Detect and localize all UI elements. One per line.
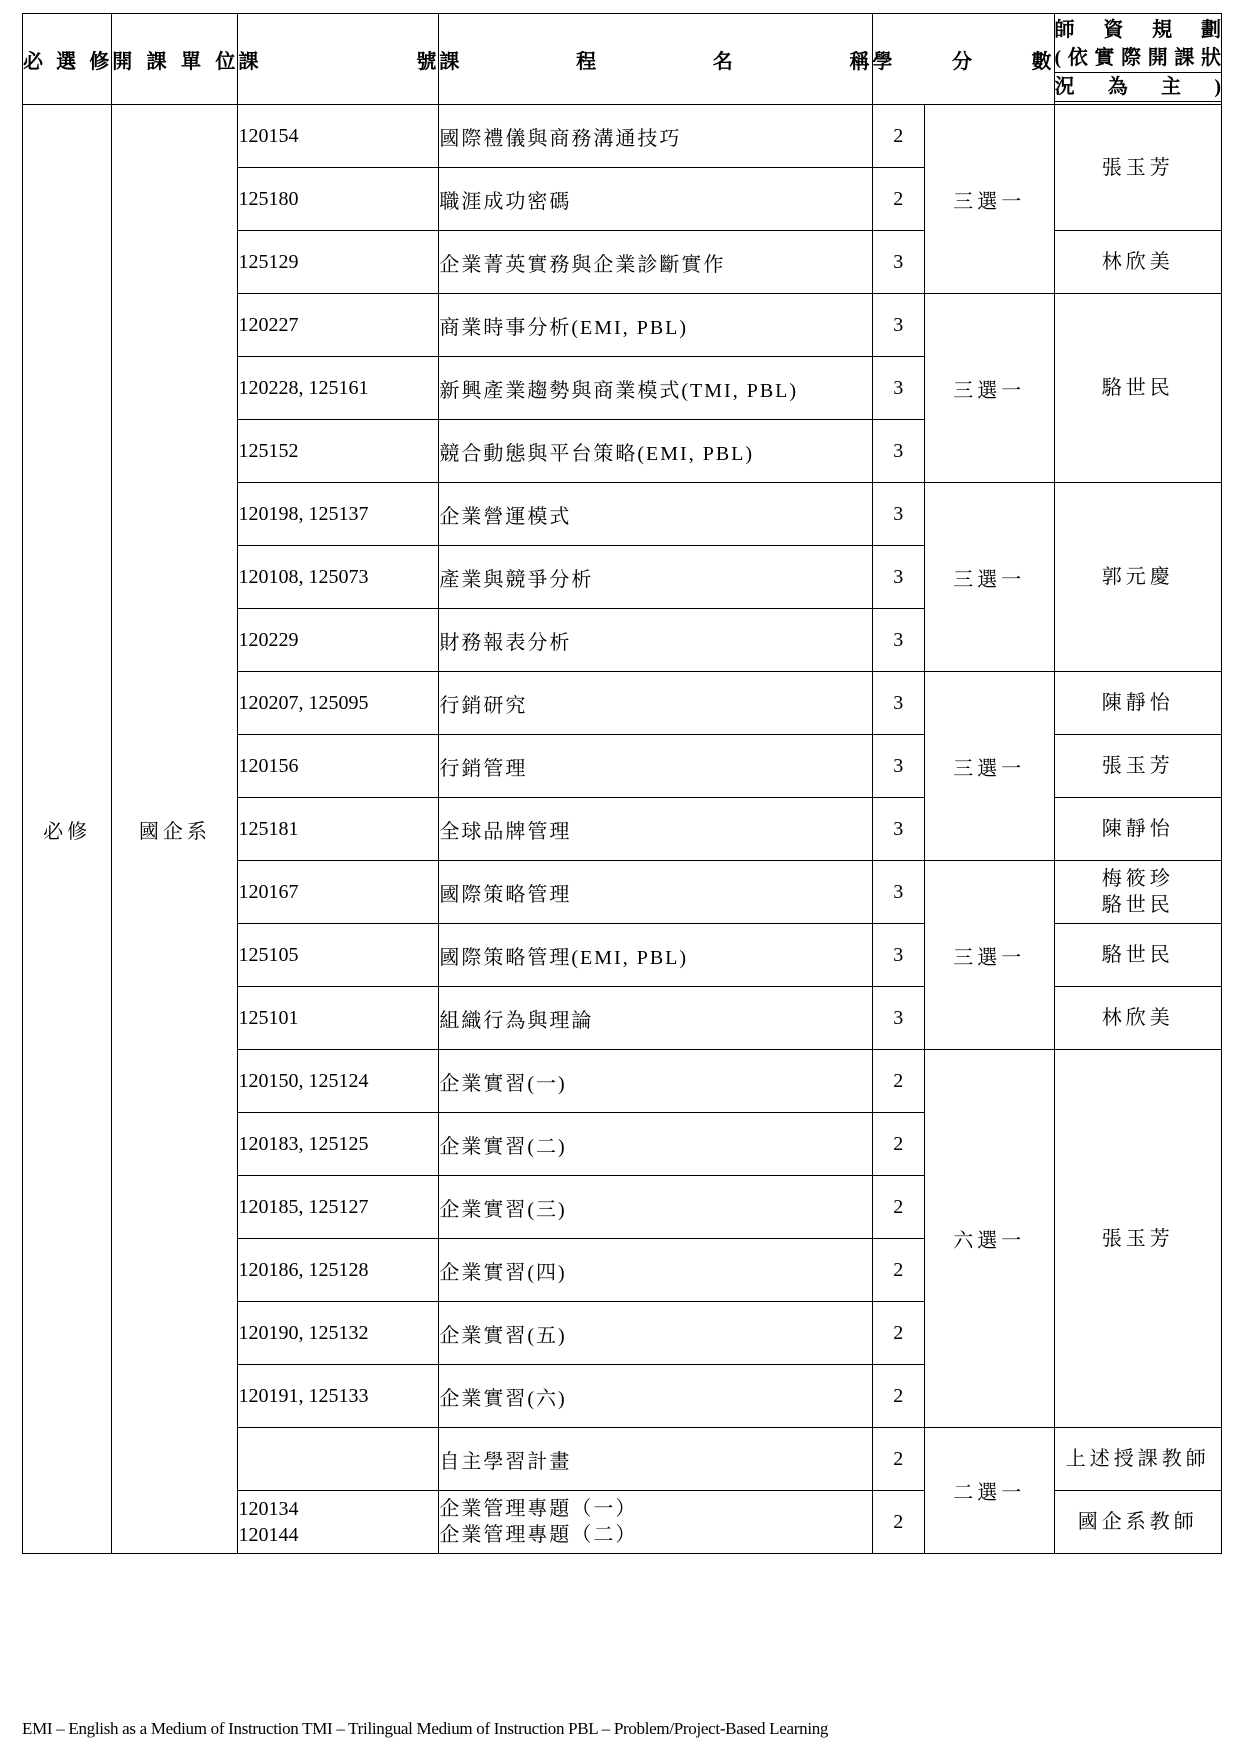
course-code: 125181 — [238, 798, 439, 861]
course-credits: 3 — [872, 672, 924, 735]
header-teacher-plan-line3: 況 為 主 ) — [1055, 73, 1222, 102]
course-code: 120227 — [238, 294, 439, 357]
course-name: 行銷研究 — [439, 672, 872, 735]
course-code: 120108, 125073 — [238, 546, 439, 609]
course-credits: 2 — [872, 1113, 924, 1176]
course-credits: 3 — [872, 357, 924, 420]
teacher-cell: 上述授課教師 — [1054, 1428, 1222, 1491]
course-credits: 2 — [872, 1365, 924, 1428]
elective-group: 三選一 — [925, 672, 1055, 861]
course-credits: 2 — [872, 1239, 924, 1302]
elective-group: 三選一 — [925, 483, 1055, 672]
course-code: 120183, 125125 — [238, 1113, 439, 1176]
course-name: 國際禮儀與商務溝通技巧 — [439, 105, 872, 168]
course-code: 120228, 125161 — [238, 357, 439, 420]
course-code: 120154 — [238, 105, 439, 168]
table-row — [23, 105, 1222, 168]
course-name — [439, 1491, 872, 1554]
course-name: 組織行為與理論 — [439, 987, 872, 1050]
elective-group: 六選一 — [925, 1050, 1055, 1428]
course-credits: 3 — [872, 987, 924, 1050]
course-code: 120167 — [238, 861, 439, 924]
course-credits: 2 — [872, 105, 924, 168]
offering-unit-cell: 國企系 — [112, 105, 238, 1554]
course-name: 企業實習(四) — [439, 1239, 872, 1302]
course-credits: 3 — [872, 861, 924, 924]
course-code — [238, 1428, 439, 1491]
teacher-cell: 林欣美 — [1054, 231, 1222, 294]
teacher-cell: 張玉芳 — [1054, 735, 1222, 798]
course-credits: 3 — [872, 231, 924, 294]
teacher-cell: 張玉芳 — [1054, 105, 1222, 231]
course-code: 125180 — [238, 168, 439, 231]
course-name: 競合動態與平台策略(EMI, PBL) — [439, 420, 872, 483]
course-name: 企業菁英實務與企業診斷實作 — [439, 231, 872, 294]
footnote-abbreviations: EMI – English as a Medium of Instruction TMI – Trilingual Medium of Instruction PBL – Problem/Project-Based Learning — [22, 1719, 829, 1738]
teacher-cell: 駱世民 — [1054, 924, 1222, 987]
course-name: 企業實習(三) — [439, 1176, 872, 1239]
teacher-cell — [1054, 861, 1222, 924]
course-code: 120150, 125124 — [238, 1050, 439, 1113]
teacher-cell: 陳靜怡 — [1054, 672, 1222, 735]
course-name: 財務報表分析 — [439, 609, 872, 672]
course-credits: 3 — [872, 546, 924, 609]
course-table — [22, 13, 1222, 1554]
teacher-name: 駱世民 — [1101, 894, 1174, 916]
teacher-cell: 郭元慶 — [1054, 483, 1222, 672]
course-credits: 3 — [872, 294, 924, 357]
course-name: 產業與競爭分析 — [439, 546, 872, 609]
course-code: 120190, 125132 — [238, 1302, 439, 1365]
course-name: 新興產業趨勢與商業模式(TMI, PBL) — [439, 357, 872, 420]
course-code: 120191, 125133 — [238, 1365, 439, 1428]
course-name: 商業時事分析(EMI, PBL) — [439, 294, 872, 357]
course-name: 國際策略管理(EMI, PBL) — [439, 924, 872, 987]
teacher-cell: 林欣美 — [1054, 987, 1222, 1050]
elective-group: 三選一 — [925, 294, 1055, 483]
course-name: 企業實習(一) — [439, 1050, 872, 1113]
header-offering-unit: 開 課 單 位 — [112, 14, 238, 105]
course-name: 行銷管理 — [439, 735, 872, 798]
course-credits: 3 — [872, 609, 924, 672]
course-credits: 2 — [872, 1428, 924, 1491]
course-credits: 2 — [872, 1050, 924, 1113]
header-teacher-plan-line1: 師 資 規 劃 — [1054, 19, 1221, 41]
course-name: 全球品牌管理 — [439, 798, 872, 861]
header-credits: 學 分 數 — [872, 14, 1054, 105]
course-credits: 2 — [872, 1491, 924, 1554]
teacher-cell: 陳靜怡 — [1054, 798, 1222, 861]
elective-group: 三選一 — [925, 105, 1055, 294]
course-code-line: 120134 — [238, 1498, 299, 1520]
course-name: 企業營運模式 — [439, 483, 872, 546]
course-name: 企業實習(五) — [439, 1302, 872, 1365]
course-code: 120207, 125095 — [238, 672, 439, 735]
course-credits: 2 — [872, 1176, 924, 1239]
header-teacher-plan-line2: (依實際開課狀 — [1055, 44, 1222, 73]
teacher-cell: 張玉芳 — [1054, 1050, 1222, 1428]
course-code — [238, 1491, 439, 1554]
course-code: 120185, 125127 — [238, 1176, 439, 1239]
course-credits: 2 — [872, 1302, 924, 1365]
course-code: 120186, 125128 — [238, 1239, 439, 1302]
course-credits: 3 — [872, 735, 924, 798]
course-name: 職涯成功密碼 — [439, 168, 872, 231]
course-name: 企業實習(二) — [439, 1113, 872, 1176]
header-course-name: 課 程 名 稱 — [439, 14, 872, 105]
course-code: 125152 — [238, 420, 439, 483]
course-credits: 3 — [872, 924, 924, 987]
course-credits: 3 — [872, 798, 924, 861]
course-code: 120229 — [238, 609, 439, 672]
course-name-line: 企業管理專題（二） — [439, 1524, 638, 1546]
required-elective-cell: 必修 — [23, 105, 112, 1554]
header-required-elective: 必選修 — [23, 14, 112, 105]
course-code: 120198, 125137 — [238, 483, 439, 546]
course-code: 120156 — [238, 735, 439, 798]
elective-group: 三選一 — [925, 861, 1055, 1050]
course-code: 125129 — [238, 231, 439, 294]
course-code: 125105 — [238, 924, 439, 987]
course-name-line: 企業管理專題（一） — [439, 1498, 638, 1520]
course-credits: 3 — [872, 483, 924, 546]
course-code-line: 120144 — [238, 1524, 299, 1546]
header-course-code: 課 號 — [238, 14, 439, 105]
teacher-cell: 國企系教師 — [1054, 1491, 1222, 1554]
course-code: 125101 — [238, 987, 439, 1050]
course-credits: 3 — [872, 420, 924, 483]
header-row — [23, 14, 1222, 105]
course-name: 自主學習計畫 — [439, 1428, 872, 1491]
teacher-name: 梅筱珍 — [1101, 868, 1174, 890]
teacher-cell: 駱世民 — [1054, 294, 1222, 483]
elective-group: 二選一 — [925, 1428, 1055, 1554]
header-teacher-plan — [1054, 14, 1222, 105]
course-name: 國際策略管理 — [439, 861, 872, 924]
course-credits: 2 — [872, 168, 924, 231]
course-name: 企業實習(六) — [439, 1365, 872, 1428]
